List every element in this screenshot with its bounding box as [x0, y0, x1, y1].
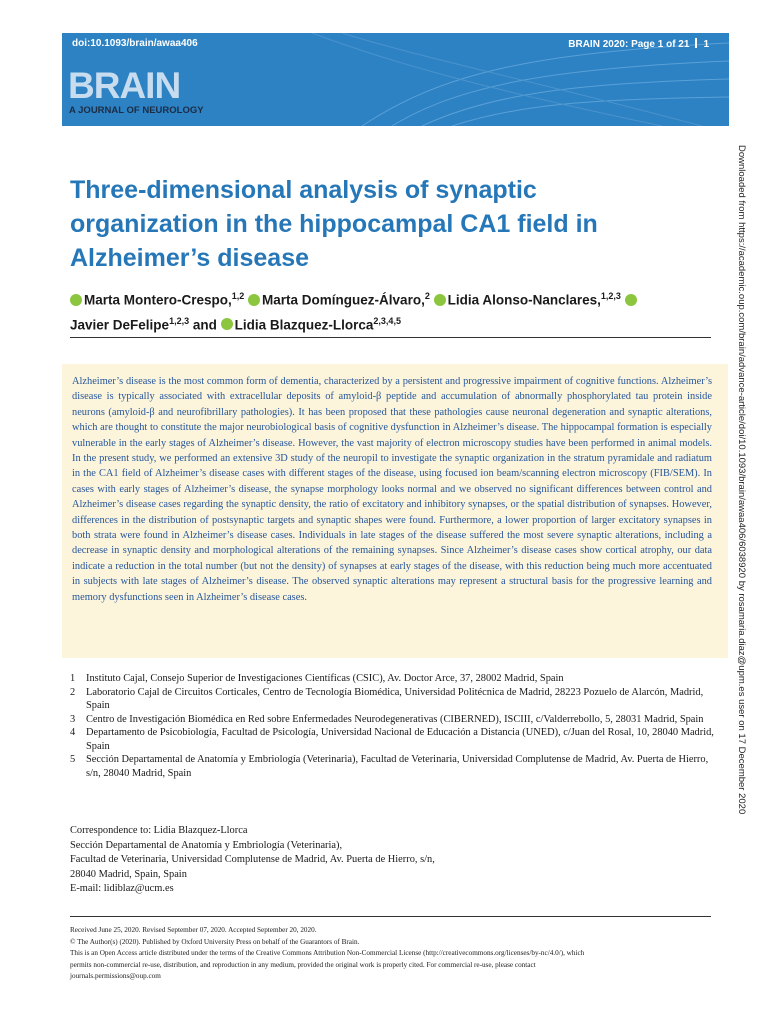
page-number: 1 [703, 39, 709, 50]
correspondence-line: Correspondence to: Lidia Blazquez-Llorca [70, 825, 248, 836]
affiliation-item [70, 713, 720, 727]
author-affil-sup: 2,3,4,5 [373, 315, 401, 326]
affiliation-text: Centro de Investigación Biomédica en Red sobre Enfermedades Neurodegenerativas (CIBERNED), ISCIII, c/Valderrebollo, 5, 28031 Madrid, Spain [86, 713, 704, 725]
correspondence-block [70, 824, 570, 897]
orcid-icon[interactable] [625, 294, 637, 306]
author-name[interactable]: Marta Domínguez-Álvaro, [262, 292, 425, 308]
affiliation-item [70, 753, 720, 780]
download-watermark-text: Downloaded from https://academic.oup.com/brain/advance-article/doi/10.1093/brain/awaa406/6038920 by rosamaria.diaz@upm.es user on 17 December 2020 [736, 145, 747, 815]
doi[interactable]: doi:10.1093/brain/awaa406 [72, 38, 198, 49]
affiliation-item [70, 672, 720, 686]
footer-divider [70, 916, 711, 917]
footer-line: This is an Open Access article distributed under the terms of the Creative Commons Attribution Non-Commercial License (http://creativecommons.org/licenses/by-nc/4.0/), which [70, 949, 585, 957]
footer-line: Received June 25, 2020. Revised September 07, 2020. Accepted September 20, 2020. [70, 926, 317, 934]
journal-banner [62, 33, 729, 126]
affiliation-number: 4 [70, 727, 76, 738]
footer-notes [70, 925, 720, 983]
author-list [70, 286, 720, 335]
correspondence-line: Facultad de Veterinaria, Universidad Complutense de Madrid, Av. Puerta de Hierro, s/n, [70, 854, 435, 866]
author-conjunction: and [192, 317, 217, 332]
abstract-box [62, 364, 728, 658]
page-info-text: BRAIN 2020: Page 1 of 21 [568, 39, 690, 50]
correspondence-line: 28040 Madrid, Spain, Spain [70, 868, 187, 880]
affiliation-text: Laboratorio Cajal de Circuitos Corticales, Centro de Tecnología Biomédica, Universidad Politécnica de Madrid, 28223 Pozuelo de Alarcón, Madrid, Spain [86, 686, 704, 711]
affiliation-number: 5 [70, 754, 76, 765]
footer-line[interactable]: journals.permissions@oup.com [70, 972, 161, 980]
affiliation-item [70, 686, 720, 713]
download-watermark [736, 145, 750, 883]
footer-line: permits non-commercial re-use, distribution, and reproduction in any medium, provided the original work is properly cited. For commercial re-use, please contact [70, 960, 536, 969]
footer-line: © The Author(s) (2020). Published by Oxford University Press on behalf of the Guarantors of Brain. [70, 937, 360, 946]
author-name[interactable]: Marta Montero-Crespo, [84, 292, 232, 308]
author-affil-sup: 2 [424, 291, 430, 301]
affiliation-text: Departamento de Psicobiología, Facultad de Psicología, Universidad Nacional de Educación a Distancia (UNED), c/Juan del Rosal, 10, 28040 Madrid, Spain [86, 727, 714, 752]
author-name[interactable]: Lidia Alonso-Nanclares, [447, 292, 601, 308]
orcid-icon[interactable] [221, 318, 233, 330]
journal-subtitle: A JOURNAL OF NEUROLOGY [69, 105, 204, 116]
title-divider [70, 337, 711, 338]
separator [695, 38, 697, 48]
affiliation-text: Instituto Cajal, Consejo Superior de Investigaciones Científicas (CSIC), Av. Doctor Arce, 37, 28002 Madrid, Spain [86, 673, 564, 684]
affiliation-text: Sección Departamental de Anatomía y Embriología (Veterinaria), Facultad de Veterinaria, Universidad Complutense de Madrid, Av. Puerta de Hierro, s/n, 28040 Madrid, Spain [86, 754, 709, 779]
affiliation-number: 2 [70, 686, 76, 698]
affiliation-item [70, 726, 720, 753]
abstract-text: Alzheimer’s disease is the most common form of dementia, characterized by a persistent and progressive impairment of cognitive functions. Alzheimer’s disease is typically associated with extracellular deposits of amyloid-β peptide and accumulation of abnormally phosphorylated tau protein inside neurons (amyloid-β and neurofibrillary pathologies). It has been proposed that these pathologies cause neuronal degeneration and synaptic alterations, which are thought to constitute the major neurobiological basis of cognitive dysfunction in Alzheimer’s disease. The hippocampal formation is especially vulnerable in the early stages of Alzheimer’s disease. However, the vast majority of electron microscopy studies have been performed in animal models. In the present study, we performed an extensive 3D study of the neuropil to investigate the synaptic organization in the stratum pyramidale and radiatum in the CA1 field of Alzheimer’s disease cases with different stages of the disease, using focused ion beam/scanning electron microscopy (FIB/SEM). In cases with early stages of Alzheimer’s disease, the synapse morphology looks normal and we observed no significant differences between control and Alzheimer’s disease cases regarding the synaptic density, the ratio of excitatory and inhibitory synapses, or the spatial distribution of synapses. However, differences in the distribution of postsynaptic targets and synaptic shapes were found. Furthermore, a lower proportion of larger excitatory synapses in both strata were found in Alzheimer’s disease cases. Individuals in late stages of the disease suffered the most severe synaptic alterations, including a decrease in synaptic density and morphological alterations of the remaining synapses. Since Alzheimer’s disease cases show cortical atrophy, our data indicate a reduction in the total number (but not the density) of synapses at early stages of the disease, with this reduction being much more accentuated in subjects with late stages of Alzheimer’s disease. The observed synaptic alterations may represent a structural basis for the progressive learning and memory dysfunctions seen in Alzheimer’s disease cases. [72, 376, 712, 603]
author-affil-sup: 1,2 [231, 291, 245, 301]
article-title: Three-dimensional analysis of synaptic organization in the hippocampal CA1 field in Alzheimer’s disease [70, 176, 598, 272]
orcid-icon[interactable] [70, 294, 82, 306]
author-name[interactable]: Javier DeFelipe [70, 317, 170, 332]
author-name[interactable]: Lidia Blazquez-Llorca [234, 317, 374, 332]
journal-logo: BRAIN [68, 65, 181, 106]
orcid-icon[interactable] [248, 294, 260, 306]
affiliation-list [70, 672, 720, 780]
affiliation-number: 1 [70, 673, 76, 684]
correspondence-email[interactable]: E-mail: lidiblaz@ucm.es [70, 883, 174, 895]
author-affil-sup: 1,2,3 [600, 291, 621, 301]
author-affil-sup: 1,2,3 [169, 315, 190, 326]
correspondence-line: Sección Departamental de Anatomía y Embriología (Veterinaria), [70, 839, 343, 851]
affiliation-number: 3 [70, 713, 76, 725]
page-info [568, 38, 709, 50]
orcid-icon[interactable] [434, 294, 446, 306]
